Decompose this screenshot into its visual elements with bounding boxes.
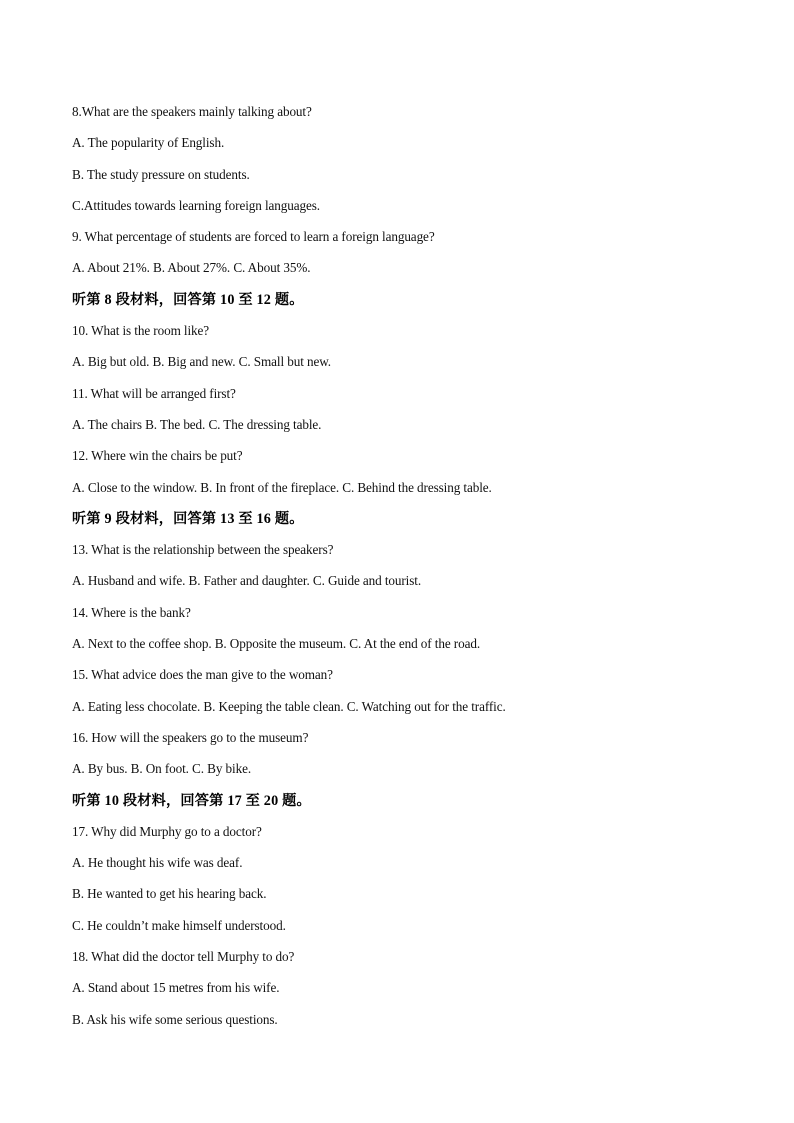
answer-options: A. Next to the coffee shop. B. Opposite the museum. C. At the end of the road. (72, 636, 481, 652)
question-text: 10. What is the room like? (72, 323, 210, 339)
answer-options: B. He wanted to get his hearing back. (72, 886, 267, 902)
answer-options: B. The study pressure on students. (72, 166, 250, 182)
answer-options: A. Eating less chocolate. B. Keeping the table clean. C. Watching out for the traffic. (72, 698, 506, 714)
section-heading: 听第 9 段材料，回答第 13 至 16 题。 (72, 510, 304, 527)
question-text: 9. What percentage of students are forced to learn a foreign language? (72, 229, 435, 245)
question-text: 8.What are the speakers mainly talking about? (72, 104, 312, 119)
section-heading: 听第 8 段材料，回答第 10 至 12 题。 (72, 291, 304, 308)
answer-options: A. The chairs B. The bed. C. The dressing table. (72, 416, 322, 432)
answer-options: A. Big but old. B. Big and new. C. Small but new. (72, 354, 331, 370)
answer-options: A. The popularity of English. (72, 135, 225, 151)
question-list (72, 102, 752, 1041)
question-text: 15. What advice does the man give to the woman? (72, 667, 333, 683)
answer-options: A. By bus. B. On foot. C. By bike. (72, 761, 252, 777)
question-text: 16. How will the speakers go to the museum? (72, 729, 309, 745)
question-text: 11. What will be arranged first? (72, 385, 236, 401)
answer-options: A. Stand about 15 metres from his wife. (72, 980, 280, 996)
question-text: 14. Where is the bank? (72, 604, 191, 620)
question-text: 13. What is the relationship between the speakers? (72, 542, 334, 558)
answer-options: C.Attitudes towards learning foreign languages. (72, 197, 321, 213)
answer-options: A. Husband and wife. B. Father and daughter. C. Guide and tourist. (72, 573, 422, 589)
answer-options: A. He thought his wife was deaf. (72, 855, 243, 871)
answer-options: C. He couldn’t make himself understood. (72, 917, 286, 933)
section-heading: 听第 10 段材料，回答第 17 至 20 题。 (72, 792, 311, 809)
answer-options: A. About 21%. B. About 27%. C. About 35%. (72, 260, 311, 276)
answer-options: B. Ask his wife some serious questions. (72, 1011, 278, 1027)
answer-options: A. Close to the window. B. In front of the fireplace. C. Behind the dressing table. (72, 479, 492, 495)
question-text: 17. Why did Murphy go to a doctor? (72, 823, 262, 839)
question-text: 18. What did the doctor tell Murphy to do? (72, 949, 295, 965)
question-text: 12. Where win the chairs be put? (72, 448, 243, 464)
